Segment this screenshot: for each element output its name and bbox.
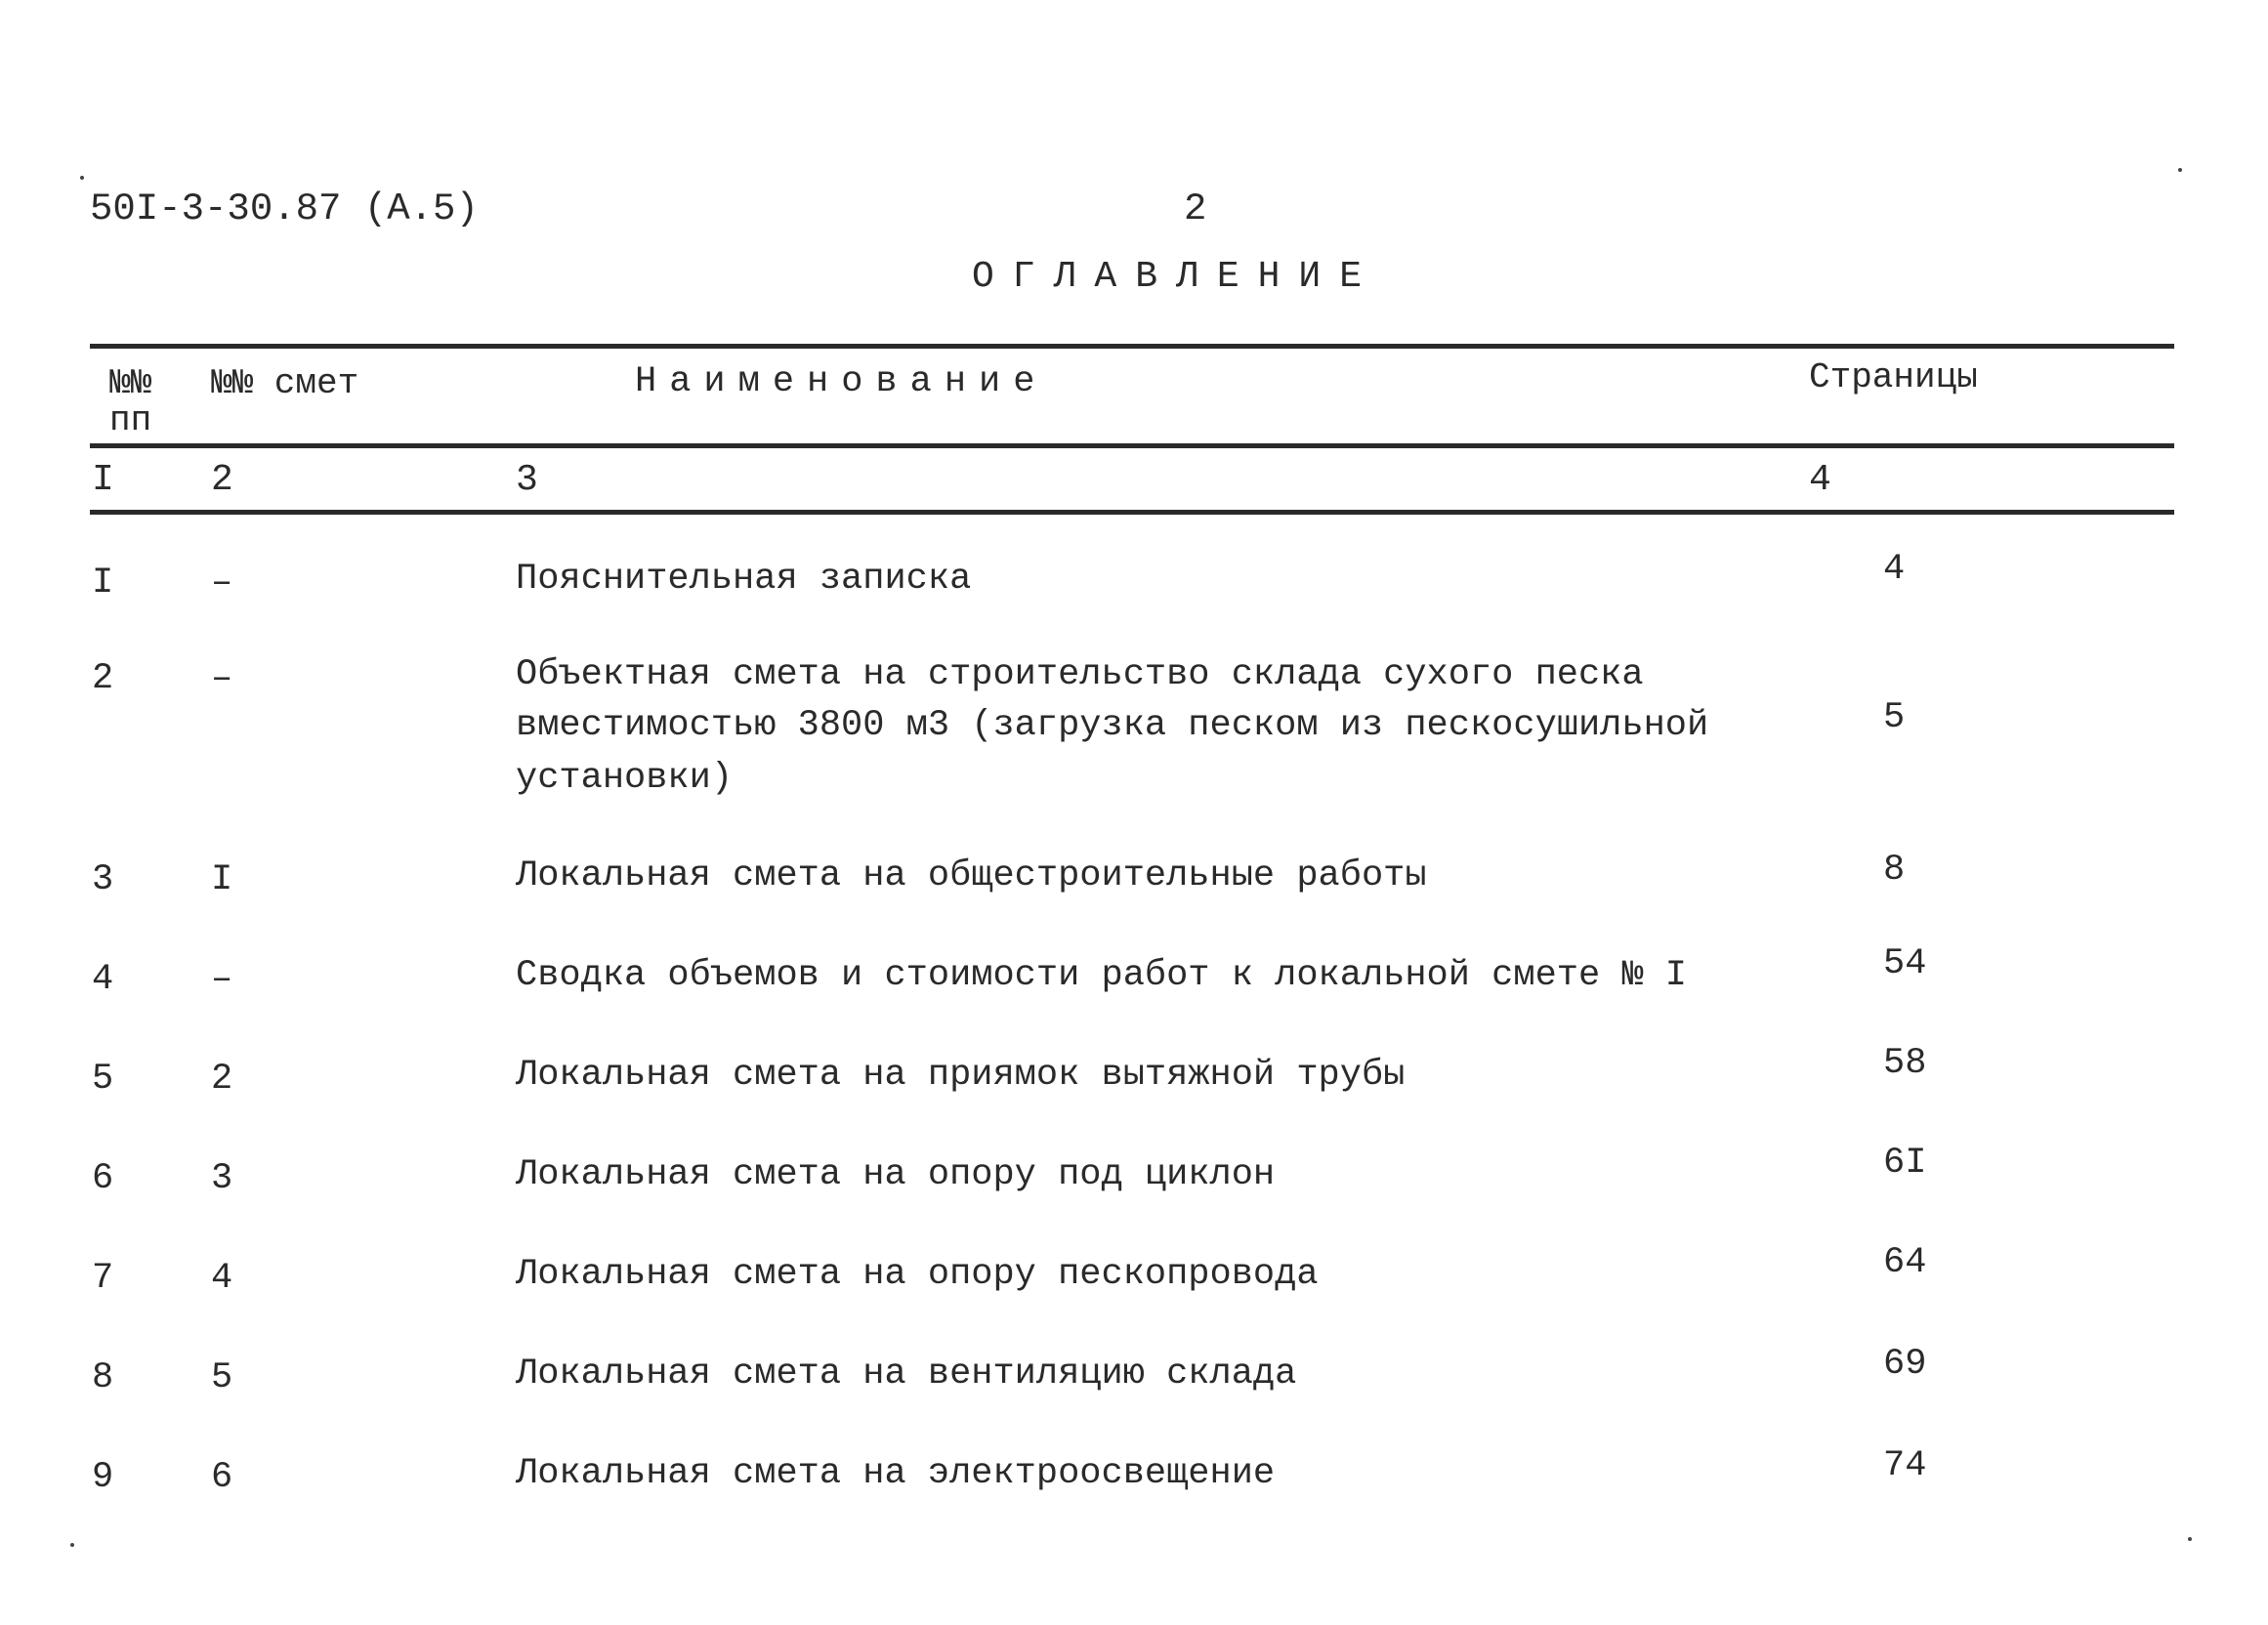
row-2-estimate: – [211,658,233,699]
column-index-3: 3 [516,459,538,501]
row-2-name-line-2: вместимостью 3800 м3 (загрузка песком из пескосушильной [516,705,1709,746]
row-1-number: I [92,562,114,604]
row-1-estimate: – [211,562,233,604]
header-number-line1: №№ [109,363,152,403]
row-9-page: 74 [1883,1445,1927,1486]
header-number-line2: пп [109,400,152,440]
row-3-page: 8 [1883,850,1906,891]
row-4-estimate: – [211,959,233,1000]
row-8-name: Локальная смета на вентиляцию склада [516,1354,1297,1395]
row-6-number: 6 [92,1158,114,1199]
document-code: 50I-3-30.87 (А.5) [90,188,479,230]
row-6-estimate: 3 [211,1158,233,1199]
row-3-estimate: I [211,859,233,900]
scan-speck-top-right [2178,168,2182,172]
row-6-page: 6I [1883,1143,1927,1184]
row-5-name: Локальная смета на приямок вытяжной трубы [516,1055,1406,1096]
row-6-name: Локальная смета на опору под циклон [516,1154,1276,1195]
row-9-number: 9 [92,1457,114,1498]
row-3-number: 3 [92,859,114,900]
column-index-1: I [92,459,114,501]
column-index-2: 2 [211,459,233,501]
row-5-page: 58 [1883,1043,1927,1084]
row-1-page: 4 [1883,549,1906,590]
row-8-number: 8 [92,1357,114,1398]
table-top-rule [90,344,2174,349]
row-2-name-line-3: установки) [516,758,734,799]
document-title: ОГЛАВЛЕНИЕ [972,256,1381,298]
row-7-number: 7 [92,1258,114,1299]
header-estimate-number: №№ смет [211,363,359,403]
table-header-rule [90,443,2174,448]
row-3-name: Локальная смета на общестроительные работы [516,855,1427,896]
page-number: 2 [1184,188,1207,230]
header-name: Наименование [635,361,1048,402]
row-9-name: Локальная смета на электроосвещение [516,1453,1276,1494]
row-4-page: 54 [1883,943,1927,984]
row-5-number: 5 [92,1059,114,1100]
row-7-page: 64 [1883,1242,1927,1283]
row-4-name: Сводка объемов и стоимости работ к локальной смете № I [516,955,1687,996]
row-2-page: 5 [1883,697,1906,738]
row-2-number: 2 [92,658,114,699]
row-9-estimate: 6 [211,1457,233,1498]
row-8-page: 69 [1883,1344,1927,1385]
row-7-name: Локальная смета на опору пескопровода [516,1254,1319,1295]
header-pages: Страницы [1809,357,1978,397]
row-4-number: 4 [92,959,114,1000]
scan-speck-bottom-left [70,1543,74,1547]
scan-speck-top-left [80,176,84,180]
row-7-estimate: 4 [211,1258,233,1299]
row-2-name-line-1: Объектная смета на строительство склада сухого песка [516,654,1644,695]
row-1-name: Пояснительная записка [516,559,972,600]
scan-speck-bottom-right [2188,1537,2192,1541]
column-index-4: 4 [1809,459,1831,501]
table-index-rule [90,510,2174,515]
row-8-estimate: 5 [211,1357,233,1398]
row-5-estimate: 2 [211,1059,233,1100]
